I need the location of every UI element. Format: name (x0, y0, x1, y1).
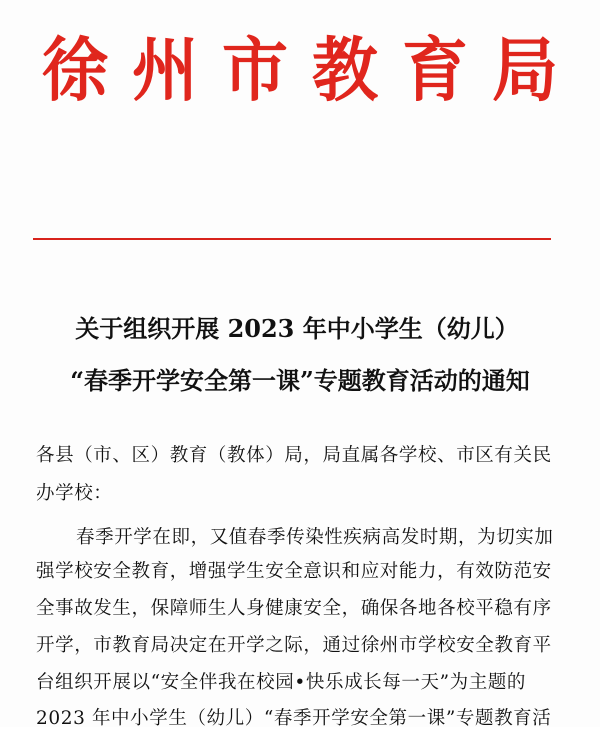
body-paragraph-line: 台组织开展以“安全伴我在校园•快乐成长每一天”为主题的 (36, 672, 527, 693)
body-paragraph-line: 全事故发生，保障师生人身健康安全，确保各地各校平稳有序 (36, 598, 552, 619)
letterhead-divider (33, 238, 551, 240)
letterhead-char: 育 (402, 30, 468, 111)
document-title-line-2: “春季开学安全第一课”专题教育活动的通知 (70, 366, 530, 395)
body-paragraph-line: 强学校安全教育，增强学生安全意识和应对能力，有效防范安 (36, 561, 552, 582)
document-title-line-1: 关于组织开展 2023 年中小学生（幼儿） (75, 314, 519, 343)
letterhead-char: 局 (492, 30, 558, 111)
letterhead-char: 州 (132, 30, 198, 111)
letterhead-char: 市 (222, 30, 288, 111)
body-paragraph-line: 春季开学在即，又值春季传染性疾病高发时期，为切实加 (76, 527, 554, 548)
body-paragraph-line: 开学，市教育局决定在开学之际，通过徐州市学校安全教育平 (36, 635, 552, 656)
salutation-line: 各县（市、区）教育（教体）局，局直属各学校、市区有关民 (36, 445, 552, 466)
letterhead-char: 教 (312, 30, 378, 111)
salutation-line: 办学校： (36, 483, 113, 504)
letterhead-title (40, 28, 560, 114)
letterhead-char: 徐 (42, 30, 108, 111)
body-paragraph-line: 2023 年中小学生（幼儿）“春季开学安全第一课”专题教育活 (36, 708, 552, 729)
